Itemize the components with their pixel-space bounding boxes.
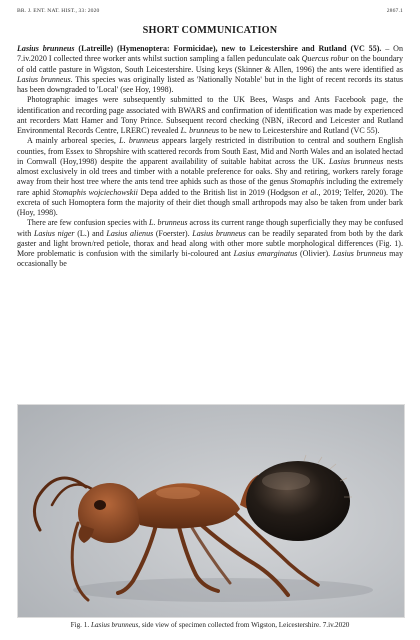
ant-thorax-highlight [156,487,200,499]
note-heading: (Latreille) (Hymenoptera: Formicidae), new to Leicestershire and Rutland (VC 55). [74,44,382,53]
ant-photo [18,405,404,617]
paragraph-1: Lasius brunneus (Latreille) (Hymenoptera: Formicidae), new to Leicestershire and Rutland (VC 55). – On 7.iv.2020 I collected three worker ants whilst suction sampling a fallen pedunculate oak Quercus robur on the boundary of old cattle pasture in Wigston, South Leicestershire. Using keys (Skinner & Allen, 1996) the ants were identified as Lasius brunneus. This species was originally listed as 'Nationally Notable' but in the light of recent records its status has been downgraded to 'Local' (see Hoy, 1998). [17,44,403,94]
ant-gaster [246,461,350,541]
ant-shadow [73,578,373,602]
figure-caption: Fig. 1. Lasius brunneus, side view of specimen collected from Wigston, Leicestershire. 7.iv.2020 [70,621,350,629]
species-name: Lasius brunneus [17,44,75,53]
paragraph-2: Photographic images were subsequently submitted to the UK Bees, Wasps and Ants Facebook page, the identification and recording page associated with BWARS and confirmation of identification was made by experienced ant recorders Matt Hamer and Tony Prince. Subsequent record checking (NBN, iRecord and Leicester and Rutland Environmental Records Centre, LRERC) revealed L. brunneus to be new to Leicestershire and Rutland (VC 55). [17,95,403,135]
figure-photo [17,404,405,618]
article-body [17,44,403,270]
paragraph-4: There are few confusion species with L. brunneus across its current range though superficially they may be confused with Lasius niger (L.) and Lasius alienus (Foerster). Lasius brunneus can be readily separated from both by the dark gaster and light brown/red petiole, thorax and head along with other more subtle morphological differences (Fig. 1). More problematic is confusion with the similarly bi-coloured ant Lasius emarginatus (Olivier). Lasius brunneus may occasionally be [17,218,404,269]
ant-gaster-sheen [262,472,310,490]
page-number: 2867.1 [386,8,403,14]
running-header [17,8,403,14]
section-title: SHORT COMMUNICATION [142,25,278,36]
journal-citation: BR. J. ENT. NAT. HIST., 33: 2020 [17,8,100,14]
ant-eye [94,500,106,510]
paragraph-3: A mainly arboreal species, L. brunneus appears largely restricted in distribution to central and southern English counties, from Essex to Shropshire with scattered records from South East, Mid and North Wales and an isolated hectad in Cornwall (Hoy,1998) despite the apparent availability of suitable habitat across the UK. Lasius brunneus nests almost exclusively in old trees and timber with a notable preference for oaks. Shy and retiring, workers rarely forage away from their host tree where the ants tend tree aphids such as those of the genus Stomaphis including the extremely rare aphid Stomaphis wojciechowskii Depa added to the British list in 2019 (Hodgson et al., 2019; Telfer, 2020). The excreta of such Homoptera form the majority of their diet though small arthropods may also be taken from under bark (Hoy, 1998). [17,136,404,217]
